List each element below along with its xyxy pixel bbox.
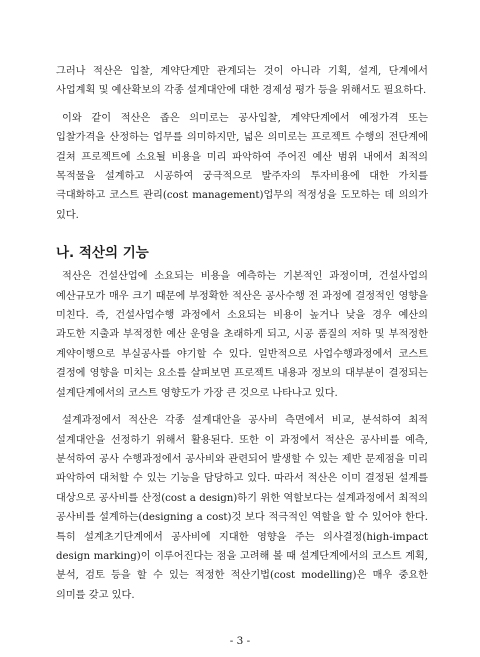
paragraph-intro-2: 이와 같이 적산은 좁은 의미로는 공사입찰, 계약단계에서 예정가격 또는 입찰가격을 산정하는 업무를 의미하지만, 넓은 의미로는 프로젝트 수행의 전단계에 걸쳐 프로젝트에 소요될 비용을 미리 파악하여 주어진 예산 범위 내에서 최적의 목적물을 설계하고 시공하여 궁극적으로 발주자의 투자비용에 대한 가치를 극대화하고 코스트 관리(cost management)업무의 적정성을 도모하는 데 의의가 있다.: [56, 112, 428, 221]
paragraph-function-2: 설계과정에서 적산은 각종 설계대안을 공사비 측면에서 비교, 분석하여 최적 설계대안을 선정하기 위해서 활용된다. 또한 이 과정에서 적산은 공사비를 예측, 분석하여 공사 수행과정에서 공사비와 관련되어 발생할 수 있는 제반 문제점을 미리 파악하여 대처할 수 있는 기능을 담당하고 있다. 따라서 적산은 이미 결정된 설계를 대상으로 공사비를 산정(cost a design)하기 위한 역할보다는 설계과정에서 최적의 공사비를 설계하는(designing a cost)것 보다 적극적인 역할을 할 수 있어야 한다. 특히 설계초기단계에서 공사비에 지대한 영향을 주는 의사결정(high-impact design marking)이 이루어진다는 점을 고려해 볼 때 설계단계에서의 코스트 계획, 분석, 검토 등을 할 수 있는 적정한 적산기법(cost modelling)은 매우 중요한 의미를 갖고 있다.: [56, 415, 428, 601]
document-body: [56, 62, 428, 605]
page-number: - 3 -: [229, 635, 251, 647]
paragraph-intro-1: 그러나 적산은 입찰, 계약단계만 관계되는 것이 아니라 기획, 설계, 단계에서 사업계획 및 예산확보의 각종 설계대안에 대한 경제성 평가 등을 위해서도 필요하다.: [56, 66, 428, 97]
section-heading: 나. 적산의 기능: [56, 245, 149, 262]
paragraph-function-1: 적산은 건설산업에 소요되는 비용을 예측하는 기본적인 과정이며, 건설사업의 예산규모가 매우 크기 때문에 부정확한 적산은 공사수행 전 과정에 결정적인 영향을 미친다. 즉, 건설사업수행 과정에서 소요되는 비용이 높거나 낮을 경우 예산의 과도한 지출과 부적정한 예산 운영을 초래하게 되고, 시공 품질의 저하 및 부적정한 계약이행으로 부실공사를 야기할 수 있다. 일반적으로 사업수행과정에서 코스트 결정에 영향을 미치는 요소를 살펴보면 프로젝트 내용과 정보의 대부분이 결정되는 설계단계에서의 코스트 영향도가 가장 큰 것으로 나타나고 있다.: [56, 271, 428, 399]
